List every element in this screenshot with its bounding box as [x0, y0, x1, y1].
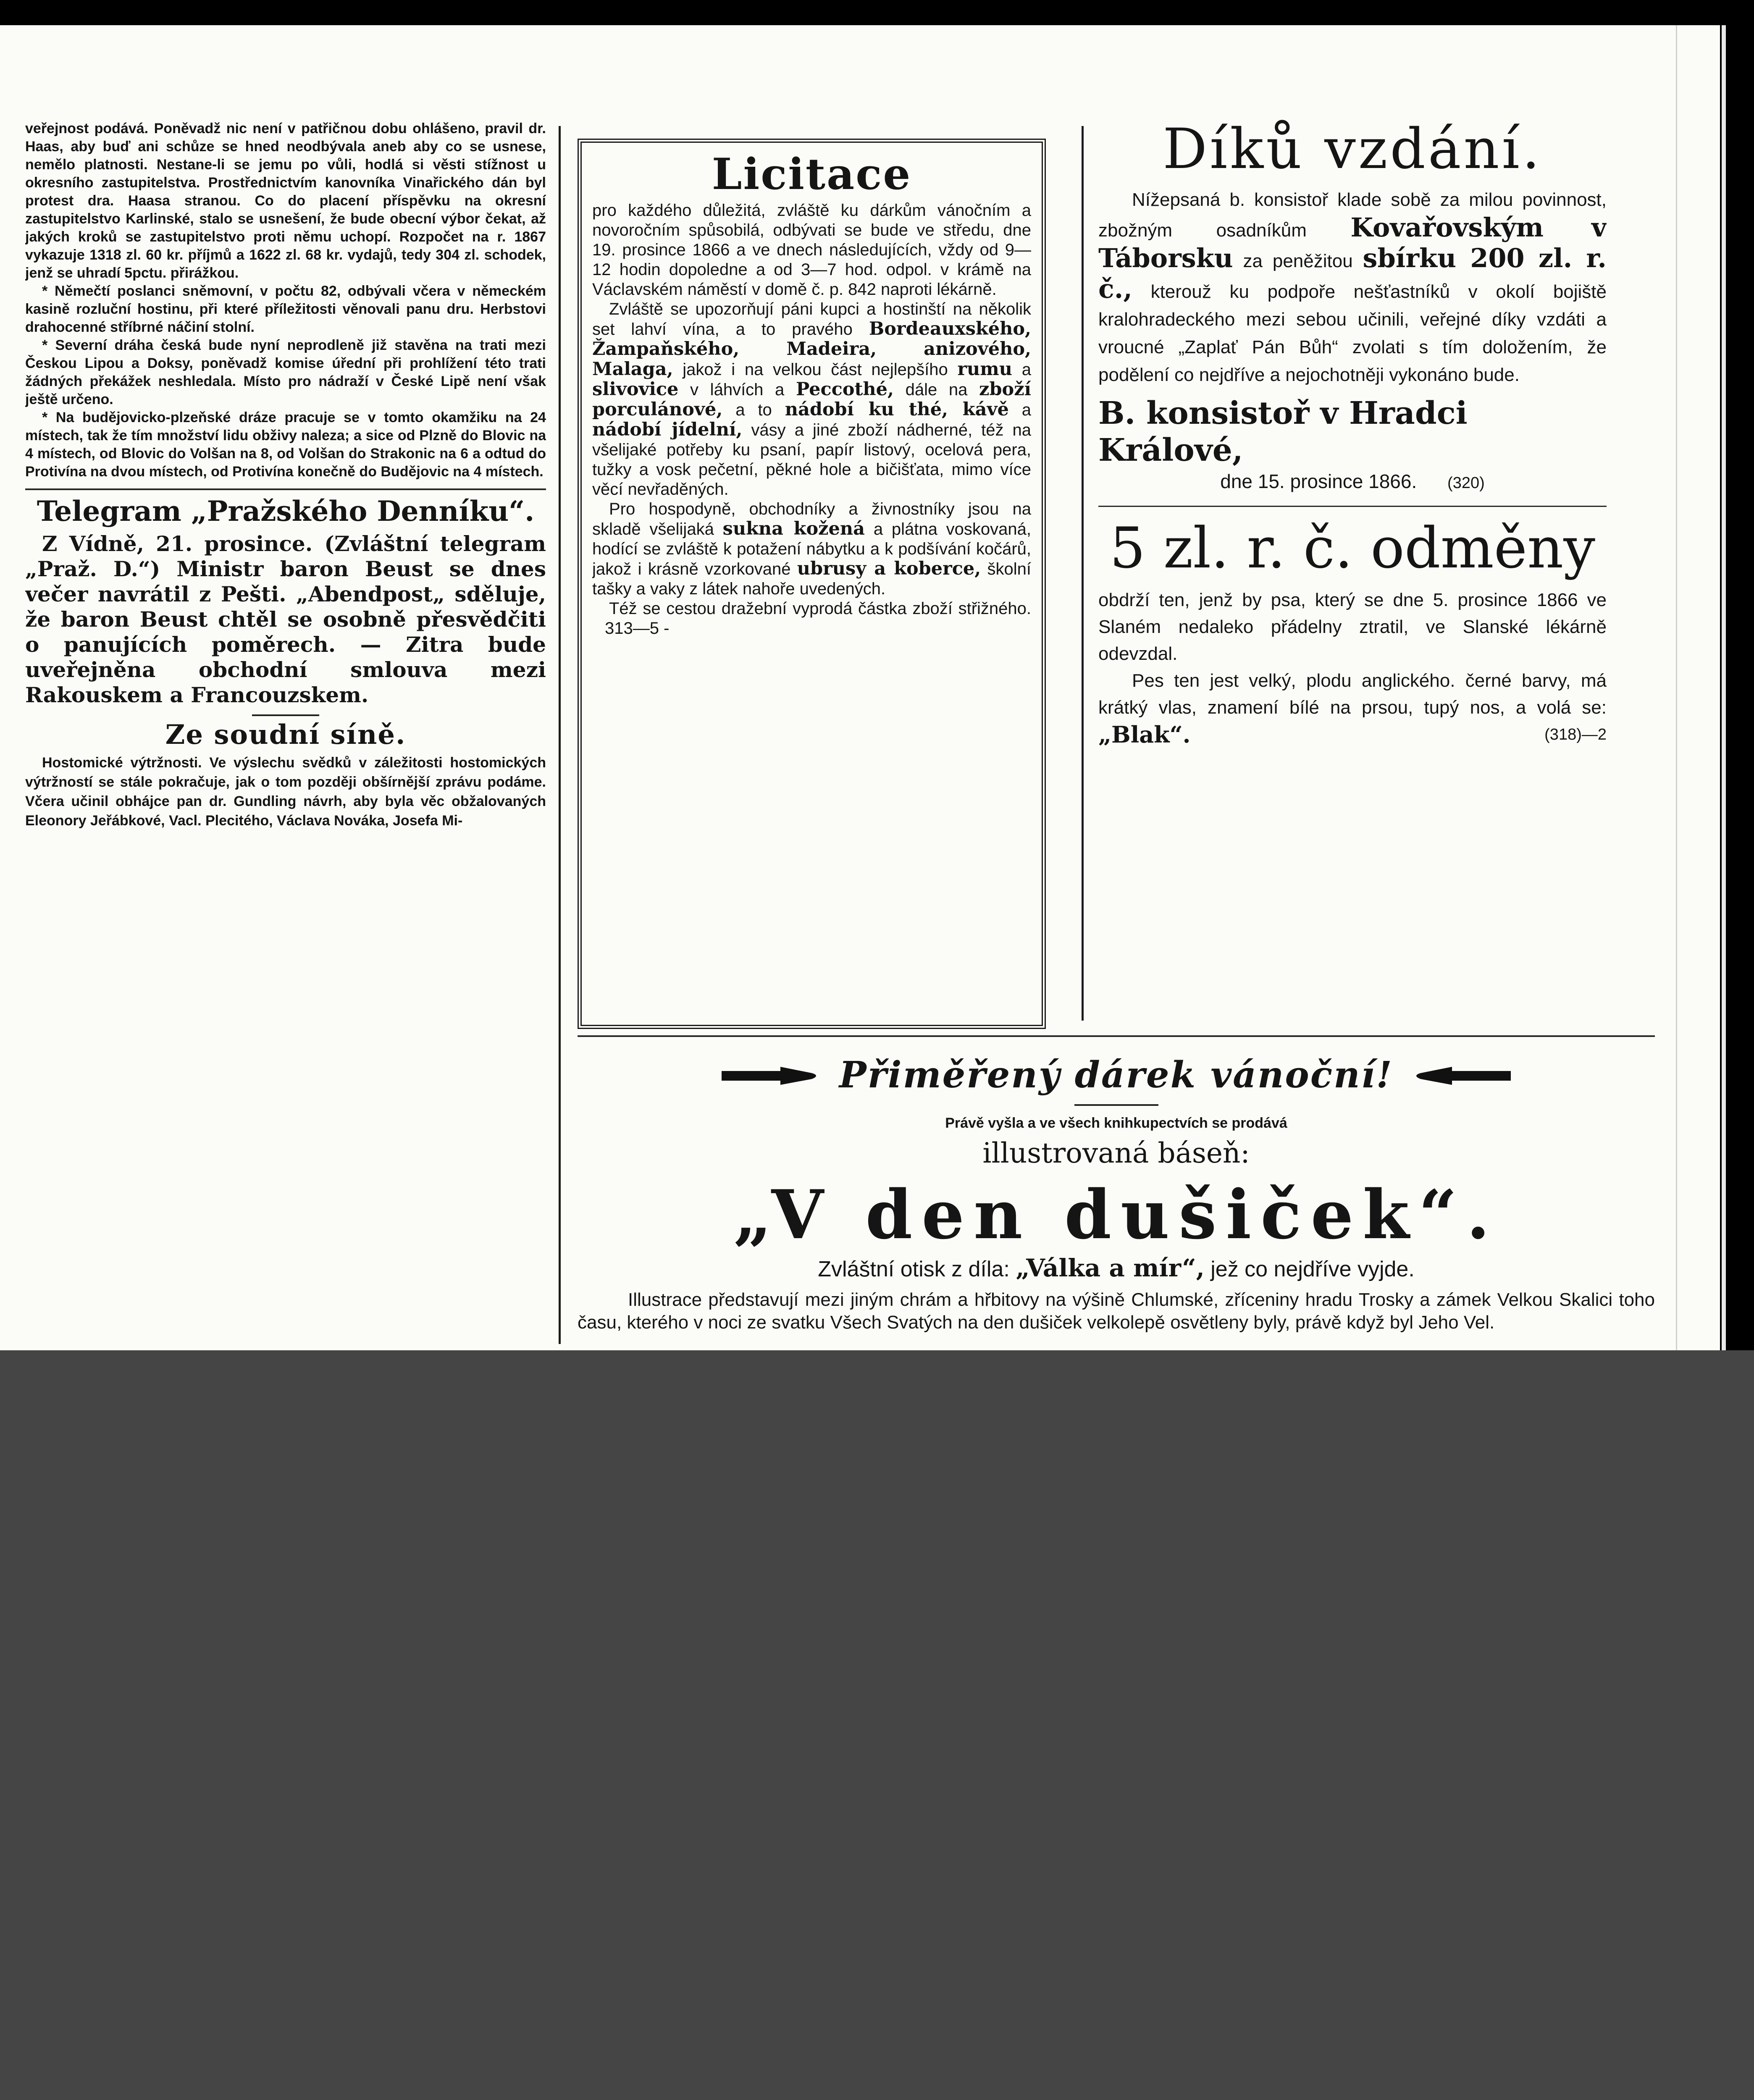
text-run: Pro hospodyně, obchodníky a živnostníky jsou na skladě všelijaká: [592, 500, 1031, 538]
text-run: jež co nejdříve vyjde.: [1210, 1257, 1415, 1281]
licitace-paragraph: [592, 599, 1031, 638]
short-divider: [252, 714, 319, 716]
text-run: Bordeauxského, Žampaňského, Madeira, anizového, Malaga,: [592, 318, 1031, 380]
text-run: zboží porculánové,: [592, 379, 1031, 420]
text-run: Pes ten jest velký, plodu anglického. černé barvy, má krátký vlas, znamení bílé na prsou, tupý nos, a volá se:: [1098, 670, 1607, 718]
illustration-description: Illustrace představují mezi jiným chrám a hřbitovy na výšině Chlumské, zříceniny hradu Trosky a zámek Velkou Skalici toho času, kterého v noci ze svatku Všech Svatých na den dušiček velkolepě osvětleny byly, právě když byl Jeho Vel.: [578, 1289, 1655, 1333]
section-divider: [578, 1035, 1655, 1037]
pointing-hand-right-icon: [717, 1060, 822, 1090]
ad-title: Přiměřený dárek vánoční!: [839, 1054, 1394, 1096]
text-run: slivovice: [592, 379, 679, 400]
ad-code: (318)—2: [1544, 726, 1607, 743]
newspaper-page: [0, 25, 1720, 1350]
scan-border-top: [0, 0, 1754, 25]
column-rule: [1082, 126, 1084, 1021]
diku-text: [1098, 186, 1607, 389]
article-paragraph: * Severní dráha česká bude nyní neprodleně již stavěna na trati mezi Českou Lipou a Doksy, poněvadž komise úřední při prohlížení této trati žádných překážek neshledala. Místo pro nádraží v České Lipě není však ještě určeno.: [25, 337, 546, 407]
ad-code: (320): [1447, 474, 1485, 492]
court-body: Hostomické výtržnosti. Ve výslechu svědků v záležitosti hostomických výtržností se stále pokračuje, jak o tom později obšírnější zprávu podáme. Včera učinil obhájce pan dr. Gundling návrh, aby byla věc obžalovaných Eleonory Jeřábkové, Vacl. Plecitého, Václava Nováka, Josefa Mi-: [25, 755, 546, 829]
text-run: kterouž ku podpoře nešťastníků v okolí bojiště kralohradeckého mezi sebou učinili, veřejné díky vzdáti a vroucné „Zaplať Pán Bůh“ zvolati s tím doložením, že podělení co nejdříve a nejochotněji vykonáno bude.: [1098, 281, 1607, 385]
text-run: Kovařovským v Táborsku: [1098, 212, 1607, 273]
licitace-ad: [592, 151, 1031, 638]
licitace-title: Licitace: [712, 151, 912, 200]
licitace-paragraph: pro každého důležitá, zvláště ku dárkům vánočním a novoročním spůsobilá, odbývati se bude ve středu, dne 19. prosince 1866 a ve dnech následujících, vždy od 9—12 hodin dopoledne a od 3—7 hod. odpol. v krámě na Václavském náměstí v domě č. p. 842 naproti lékárně.: [592, 201, 1031, 299]
reward-text: [1098, 667, 1607, 750]
text-run: nádobí jídelní,: [592, 419, 743, 440]
text-run: sbírku 200 zl. r. č.,: [1098, 243, 1607, 304]
text-run: vásy a jiné zboží nádherné, též na všelijaké potřeby ku psaní, papír listový, ocelová pera, tužky a vosk pečetní, pěkné hole a bičišťata, mimo více věcí nevřaděných.: [592, 421, 1031, 499]
reprint-line: [578, 1255, 1655, 1283]
text-run: Peccothé,: [796, 379, 894, 400]
ad-title-row: [578, 1052, 1655, 1098]
text-run: a: [1021, 401, 1031, 419]
text-run: Zvláštní otisk z díla:: [818, 1257, 1010, 1281]
text-run: ubrusy a koberce,: [797, 558, 981, 579]
column-rule: [559, 126, 561, 1344]
text-run: dále na: [905, 381, 968, 399]
text-run: školní tašky a vaky z látek nahoře uvedených.: [592, 560, 1031, 598]
text-run: rumu: [957, 359, 1013, 380]
text-run: a: [1021, 360, 1031, 379]
text-run: dne 15. prosince 1866.: [1220, 470, 1417, 492]
section-divider: [25, 488, 546, 490]
reward-text: obdrží ten, jenž by psa, který se dne 5. prosince 1866 ve Slaném nedaleko přádelny ztratil, ve Slanské lékárně odevzdal.: [1098, 590, 1607, 664]
ad-subtitle: illustrovaná báseň:: [982, 1137, 1250, 1169]
text-run: Nížepsaná b. konsistoř klade sobě za milou povinnost, zbožným osadníkům: [1098, 189, 1607, 241]
section-divider: [1098, 506, 1607, 507]
ad-intro: Právě vyšla a ve všech knihkupectvích se prodává: [945, 1115, 1287, 1131]
scan-border-right: [1720, 0, 1754, 1350]
diku-date-line: [1098, 469, 1607, 496]
text-run: a to: [735, 401, 772, 419]
telegram-body: Z Vídně, 21. prosince. (Zvláštní telegram „Praž. D.“) Ministr baron Beust se dnes večer navrátil z Pešti. „Abendpost„ sděluje, že baron Beust chtěl se osobně přesvědčiti o panujících poměrech. — Zitra bude uveřejněna obchodní smlouva mezi Rakouskem a Francouzskem.: [25, 531, 546, 707]
text-run: Zvláště se upozorňují páni kupci a hostinští na několik set lahví vína, a to pravého: [592, 300, 1031, 339]
scan-background: [0, 1350, 1754, 2100]
right-column: [1098, 120, 1607, 750]
article-paragraph: * Němečtí poslanci sněmovní, v počtu 82, odbývali včera v německém kasině rozluční hostinu, při které příležitosti věnovali panu dru. Herbstovi drahocenné stříbrné náčiní stolní.: [25, 283, 546, 335]
licitace-paragraph: [592, 499, 1031, 599]
ad-code: 313—5 -: [605, 619, 670, 638]
telegram-heading: Telegram „Pražského Denníku“.: [37, 495, 535, 528]
diku-title: Díků vzdání.: [1163, 120, 1542, 181]
text-run: v láhvích a: [690, 381, 785, 399]
christmas-gift-ad: [578, 1052, 1655, 1334]
text-run: nádobí ku thé, kávě: [785, 399, 1009, 420]
text-run: jakož i na velkou část nejlepšího: [683, 360, 948, 379]
short-divider: [1074, 1104, 1158, 1106]
text-run: Též se cestou dražební vyprodá částka zboží střižného.: [609, 599, 1031, 618]
dog-name: „Blak“.: [1098, 721, 1191, 748]
poem-title: „V den dušiček“.: [733, 1175, 1499, 1254]
text-run: „Válka a mír“,: [1016, 1254, 1205, 1282]
text-run: za peněžitou: [1243, 251, 1353, 271]
text-run: sukna kožená: [722, 518, 865, 539]
licitace-paragraph: [592, 299, 1031, 499]
left-column: [25, 120, 546, 830]
reward-title: 5 zl. r. č. odměny: [1109, 515, 1596, 581]
page-fold-line: [1676, 25, 1677, 1350]
page-edge: [1722, 25, 1726, 1350]
pointing-hand-left-icon: [1410, 1060, 1515, 1090]
text-run: a plátna voskovaná, hodící se zvláště k potažení nábytku a k podšívání kočárů, jakož i krásně vzorkované: [592, 520, 1031, 578]
diku-signature: B. konsistoř v Hradci Králové,: [1098, 395, 1468, 468]
article-paragraph: veřejnost podává. Poněvadž nic není v patřičnou dobu ohlášeno, pravil dr. Haas, aby buď ani schůze se hned neodbývala aneb aby co se usnese, nemělo platnosti. Nestane-li se jemu po vůli, hodlá si věsti stížnost u okresního zastupitelstva. Prostřednictvím kanovníka Vinařického dán byl protest dra. Haasa stranou. Co do placení příspěvku na okresní zastupitelstvo Karlinské, stalo se usnešení, že bude obecní výbor čekat, až jakých kroků se zastupitelstvo proti němu uchopí. Rozpočet na r. 1867 vykazuje 1318 zl. 60 kr. příjmů a 1622 zl. 68 kr. vydajů, tedy 304 zl. schodek, jenž se uhradí 5pctu. přirážkou.: [25, 121, 546, 281]
article-paragraph: * Na budějovicko-plzeňské dráze pracuje se v tomto okamžiku na 24 místech, tak že tím množství lidu obživy naleza; a sice od Plzně do Blovic na 4 místech, od Blovic do Volšan na 8, od Volšan do Strakonic na 6 a odtud do Protivína na dvou místech, od Protivína konečně do Budějovic na 4 místech.: [25, 410, 546, 480]
court-heading: Ze soudní síně.: [165, 719, 406, 751]
